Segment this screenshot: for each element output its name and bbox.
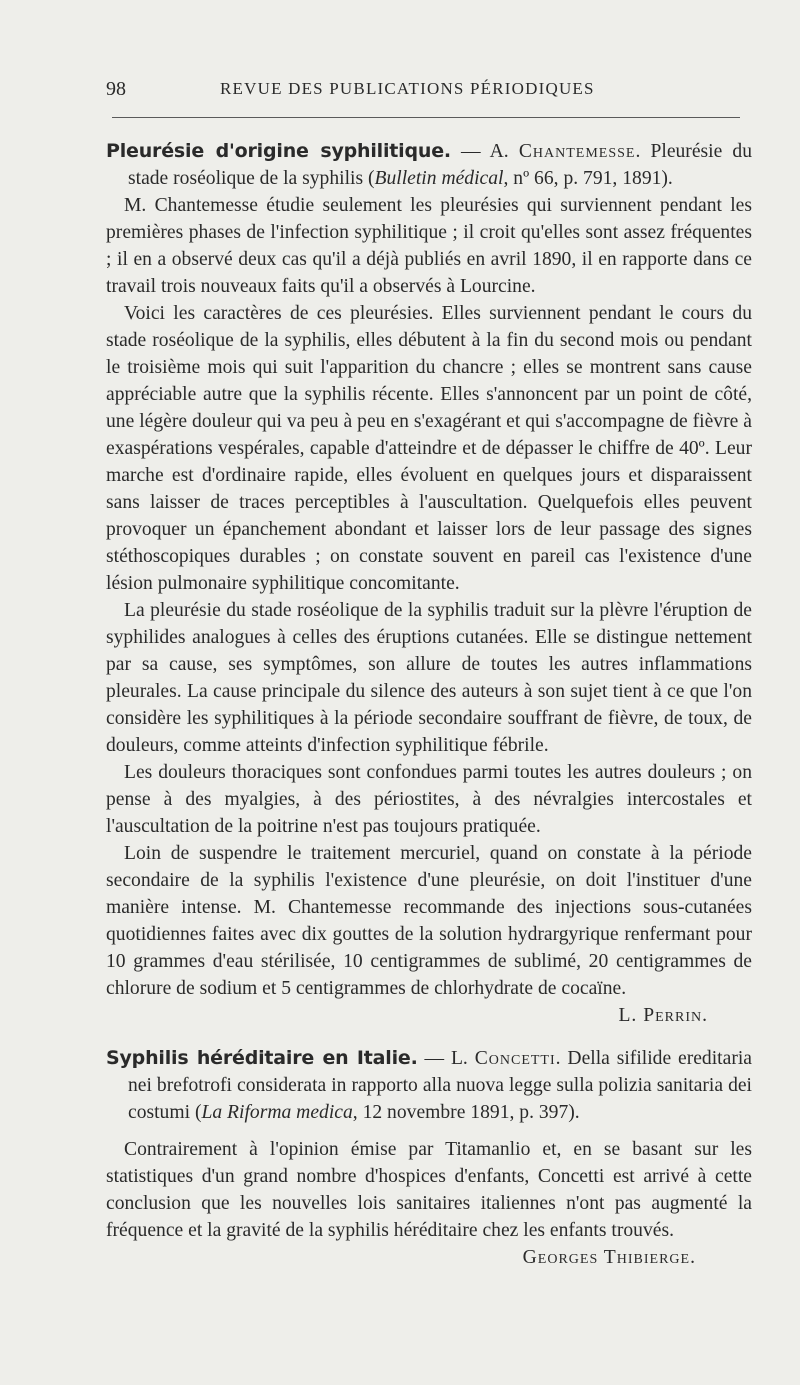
article-title: Pleurésie d'origine syphilitique. [106,140,451,162]
article-author: Concetti [474,1048,556,1069]
journal-name: La Riforma medica [201,1102,353,1123]
author-signature: Georges Thibierge. [522,1247,696,1268]
paragraph: Loin de suspendre le traitement mercuriel, quand on constate à la période secondaire de la syphilis l'existence d'une pleurésie, on doit l'instituer d'une manière intense. M. Chantemesse recommande des injections sous-cutanées quotidiennes faites avec dix gouttes de la solution hydrargyrique renfermant pour 10 grammes d'eau stérilisée, 10 centigrammes de sublimé, 20 centigrammes de chlorure de sodium et 5 centigrammes de chlorhydrate de cocaïne. L. Perrin. [106,840,752,1002]
running-title: REVUE DES PUBLICATIONS PÉRIODIQUES [220,79,595,98]
header-rule [112,117,740,118]
page-body [106,138,752,1271]
journal-name: Bulletin médical [374,168,504,189]
article-syphilis-italie [106,1045,752,1271]
article-reference: Syphilis héréditaire en Italie. — L. Concetti. Della sifilide ereditaria nei brefotrofi considerata in rapporto alla nuova legge sulla polizia sanitaria dei costumi (La Riforma medica, 12 novembre 1891, p. 397). [106,1047,752,1123]
article-author: Chantemesse [518,141,636,162]
paragraph: Contrairement à l'opinion émise par Titamanlio et, en se basant sur les statistiques d'un grand nombre d'hospices d'enfants, Concetti est arrivé à cette conclusion que les nouvelles lois sanitaires italiennes n'ont pas augmenté la fréquence et la gravité de la syphilis héréditaire chez les enfants trouvés. Georges Thibierge. [106,1136,752,1244]
paragraph: La pleurésie du stade roséolique de la syphilis traduit sur la plèvre l'éruption de syphilides analogues à celles des éruptions cutanées. Elle se distingue nettement par sa cause, ses symptômes, son allure de toutes les autres inflammations pleurales. La cause principale du silence des auteurs à son sujet tient à ce que l'on considère les syphilitiques à la période secondaire souffrant de fièvre, de toux, de douleurs, comme atteints d'infection syphilitique fébrile. [106,600,752,756]
article-reference: Pleurésie d'origine syphilitique. — A. Chantemesse. Pleurésie du stade roséolique de la syphilis (Bulletin médical, nº 66, p. 791, 1891). [106,140,752,189]
paragraph: M. Chantemesse étudie seulement les pleurésies qui surviennent pendant les premières phases de l'infection syphilitique ; il croit qu'elles sont assez fréquentes ; il en a observé deux cas qu'il a déjà publiés en avril 1890, il en rapporte dans ce travail trois nouveaux faits qu'il a observés à Lourcine. [106,195,752,297]
article-pleuresie [106,138,752,1029]
page-number: 98 [106,78,126,100]
paragraph: Voici les caractères de ces pleurésies. Elles surviennent pendant le cours du stade roséolique de la syphilis, elles débutent à la fin du second mois ou pendant le troisième mois qui suit l'apparition du chancre ; elles se montrent sans cause appréciable autre que la syphilis récente. Elles s'annoncent par un point de côté, une légère douleur qui va peu à peu en s'exagérant et qui s'accompagne de fièvre à exaspérations vespérales, capable d'atteindre et de dépasser le chiffre de 40º. Leur marche est d'ordinaire rapide, elles évoluent en quelques jours et disparaissent sans laisser de traces perceptibles à l'auscultation. Quelquefois elles peuvent provoquer un épanchement abondant et laisser lors de leur passage des signes stéthoscopiques durables ; on constate souvent en pareil cas l'existence d'une lésion pulmonaire syphilitique concomitante. [106,303,752,594]
article-title: Syphilis héréditaire en Italie. [106,1047,418,1069]
author-signature: L. Perrin. [618,1005,708,1026]
paragraph: Les douleurs thoraciques sont confondues parmi toutes les autres douleurs ; on pense à des myalgies, à des périostites, à des névralgies intercostales et l'auscultation de la poitrine n'est pas toujours pratiquée. [106,762,752,837]
